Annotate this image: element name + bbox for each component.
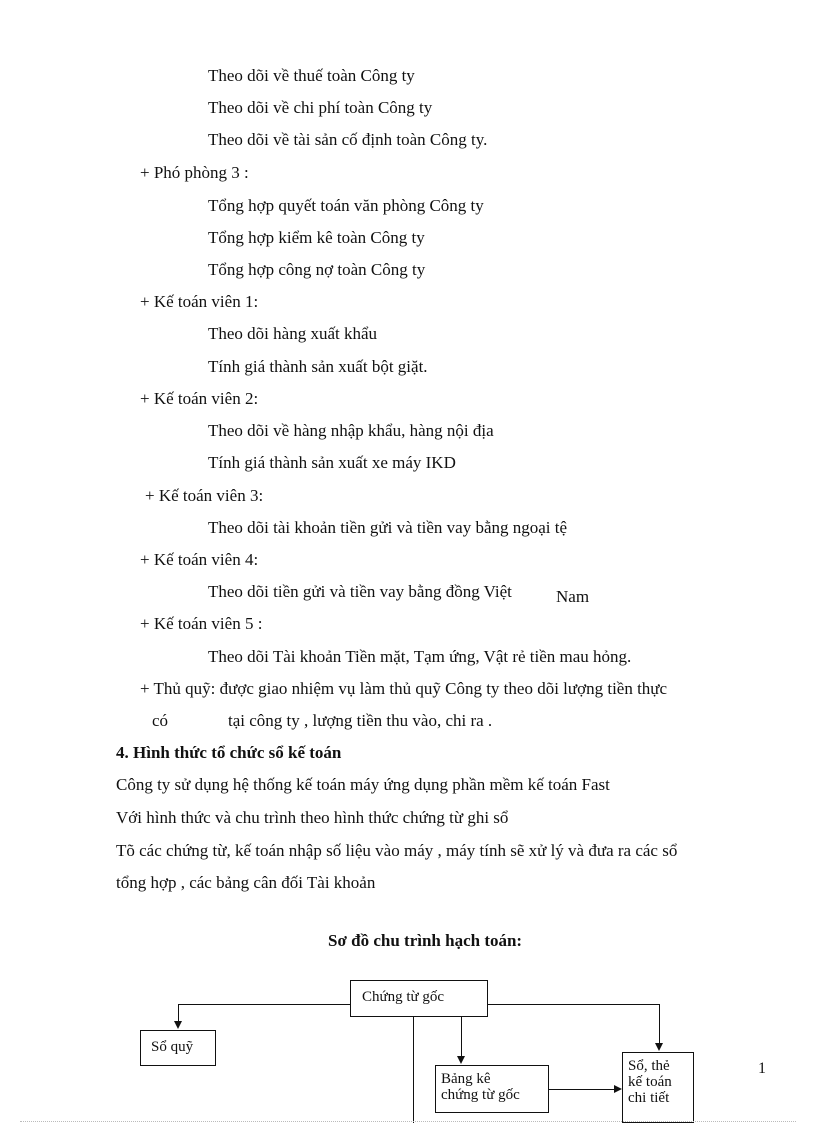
paragraph-line: Công ty sử dụng hệ thống kế toán máy ứng dụng phần mềm kế toán Fast [116,775,610,794]
paragraph-line: tổng hợp , các bảng cân đối Tài khoản [116,873,376,892]
text-line: tại công ty , lượng tiền thu vào, chi ra . [228,711,493,730]
arrow-down-icon [174,1021,182,1029]
connector-line [413,1017,414,1123]
role-heading: + Kế toán viên 5 : [140,614,263,633]
paragraph-line: Tõ các chứng từ, kế toán nhập số liệu vào máy , máy tính sẽ xử lý và đưa ra các sổ [116,841,678,860]
text-line: Theo dõi tài khoản tiền gửi và tiền vay bằng ngoại tệ [208,518,568,537]
text-line: Tính giá thành sản xuất xe máy IKD [208,453,456,472]
text-line: Tổng hợp quyết toán văn phòng Công ty [208,196,484,215]
paragraph-line: Với hình thức và chu trình theo hình thức chứng từ ghi sổ [116,808,509,827]
role-heading: + Thủ quỹ: được giao nhiệm vụ làm thủ quỹ Công ty theo dõi lượng tiền thực [140,679,668,698]
diagram-title: Sơ đồ chu trình hạch toán: [328,931,523,950]
role-heading: + Phó phòng 3 : [140,163,249,182]
connector-line [178,1004,179,1022]
arrow-down-icon [655,1043,663,1051]
role-heading: + Kế toán viên 2: [140,389,259,408]
text-line: có [152,711,169,730]
role-heading: + Kế toán viên 4: [140,550,259,569]
text-line: Theo dõi về tài sản cố định toàn Công ty. [208,130,488,149]
section-heading: 4. Hình thức tổ chức sổ kế toán [116,743,342,762]
text-line: Theo dõi về hàng nhập khẩu, hàng nội địa [208,421,494,440]
text-line: Tính giá thành sản xuất bột giặt. [208,357,428,376]
text-line: Theo dõi về chi phí toàn Công ty [208,98,433,117]
box-source-documents: Chứng từ gốc [350,980,488,1017]
arrow-right-icon [614,1085,622,1093]
text-line: Tổng hợp công nợ toàn Công ty [208,260,426,279]
connector-line [488,1004,660,1005]
connector-line [461,1017,462,1057]
page-break-line [20,1121,796,1122]
text-line: Theo dõi Tài khoản Tiền mặt, Tạm ứng, Vật rẻ tiền mau hỏng. [208,647,632,666]
text-line: Tổng hợp kiểm kê toàn Công ty [208,228,425,247]
connector-line [659,1004,660,1045]
text-line: Theo dõi về thuế toàn Công ty [208,66,415,85]
role-heading: + Kế toán viên 3: [145,486,264,505]
text-line: Theo dõi tiền gửi và tiền vay bằng đồng Việt [208,582,512,601]
connector-line [178,1004,350,1005]
text-line: Theo dõi hàng xuất khẩu [208,324,378,343]
arrow-down-icon [457,1056,465,1064]
role-heading: + Kế toán viên 1: [140,292,259,311]
box-detail-ledger: Sổ, thẻ kế toán chi tiết [622,1052,694,1123]
page-number: 1 [758,1060,766,1077]
box-source-list: Bảng kê chứng từ gốc [435,1065,549,1113]
connector-line [549,1089,615,1090]
text-line: Nam [556,587,590,606]
box-cash-book: Sổ quỹ [140,1030,216,1066]
